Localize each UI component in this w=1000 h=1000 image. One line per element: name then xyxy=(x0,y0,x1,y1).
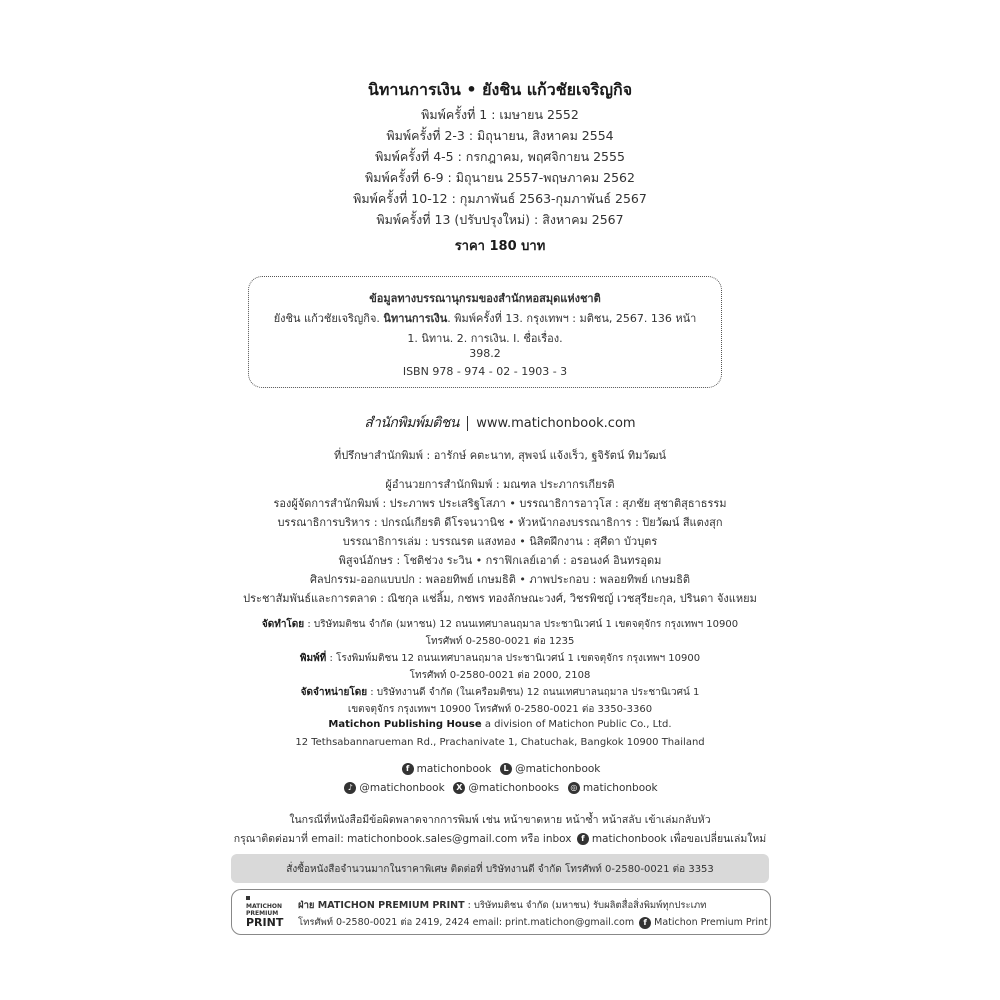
staff-line: ศิลปกรรม-ออกแบบปก : พลอยทิพย์ เกษมธิติ • ภาพประกอบ : พลอยทิพย์ เกษมธิติ xyxy=(309,573,691,586)
tiktok-icon: ♪ xyxy=(344,782,356,794)
cip-citation: ยังชิน แก้วชัยเจริญกิจ. นิทานการเงิน. พิมพ์ครั้งที่ 13. กรุงเทพฯ : มติชน, 2567. 136 หน้า xyxy=(273,312,697,325)
printed-at-phone: โทรศัพท์ 0-2580-0021 ต่อ 2000, 2108 xyxy=(409,670,591,681)
book-title: นิทานการเงิน • ยังชิน แก้วชัยเจริญกิจ xyxy=(367,80,633,99)
staff-line: รองผู้จัดการสำนักพิมพ์ : ประภาพร ประเสริฐโสภา • บรรณาธิการอาวุโส : สุภชัย สุชาติสุธาธรรม xyxy=(273,497,727,510)
publisher-row xyxy=(0,412,1000,434)
x-icon: X xyxy=(453,782,465,794)
edition-line: พิมพ์ครั้งที่ 1 : เมษายน 2552 xyxy=(421,107,579,122)
cip-subjects: 1. นิทาน. 2. การเงิน. I. ชื่อเรื่อง. xyxy=(407,332,563,345)
defect-contact: กรุณาติดต่อมาที่ email: matichonbook.sales@gmail.com หรือ inbox f matichonbook เพื่อขอเปลี่ยนเล่มใหม่ xyxy=(233,833,767,845)
staff-line: ผู้อำนวยการสำนักพิมพ์ : มณฑล ประภากรเกียรติ xyxy=(385,478,615,491)
line-handle[interactable]: @matichonbook xyxy=(515,763,601,775)
defect-notice: ในกรณีที่หนังสือมีข้อผิดพลาดจากการพิมพ์ เช่น หน้าขาดหาย หน้าซ้ำ หน้าสลับ เข้าเล่มกลับหัว xyxy=(289,814,711,826)
bulk-order-bar xyxy=(231,854,769,883)
line-icon: L xyxy=(500,763,512,775)
produced-by: จัดทำโดย : บริษัทมติชน จำกัด (มหาชน) 12 ถนนเทศบาลนฤมาล ประชานิเวศน์ 1 เขตจตุจักร กรุงเทพฯ 10900 xyxy=(261,619,739,630)
divider xyxy=(467,416,468,431)
advisors: ที่ปรึกษาสำนักพิมพ์ : อารักษ์ คตะนาท, สุพจน์ แจ้งเร็ว, ฐจิรัตน์ ทิมวัฒน์ xyxy=(333,449,667,462)
distributed-by-phone: เขตจตุจักร กรุงเทพฯ 10900 โทรศัพท์ 0-2580-0021 ต่อ 3350-3360 xyxy=(347,704,653,715)
edition-line: พิมพ์ครั้งที่ 10-12 : กุมภาพันธ์ 2563-กุมภาพันธ์ 2567 xyxy=(353,191,647,206)
facebook-handle[interactable]: matichonbook xyxy=(416,763,492,775)
distributed-by: จัดจำหน่ายโดย : บริษัทงานดี จำกัด (ในเครือมติชน) 12 ถนนเทศบาลนฤมาล ประชานิเวศน์ 1 xyxy=(300,687,700,698)
facebook-icon: f xyxy=(402,763,414,775)
facebook-icon: f xyxy=(639,917,651,929)
edition-line: พิมพ์ครั้งที่ 13 (ปรับปรุงใหม่) : สิงหาคม 2567 xyxy=(376,212,624,227)
premium-print-box xyxy=(231,889,771,935)
facebook-icon: f xyxy=(577,833,589,845)
staff-line: ประชาสัมพันธ์และการตลาด : ณิชกุล แช่ลิ้ม, กชพร ทองลักษณะวงศ์, วิชรพิชญ์ เวชสุรียะกุล, ปรินดา จังแหยม xyxy=(243,592,757,605)
produced-by-phone: โทรศัพท์ 0-2580-0021 ต่อ 1235 xyxy=(425,636,575,647)
facebook-inbox[interactable]: matichonbook xyxy=(591,833,667,845)
premium-print-line-2: โทรศัพท์ 0-2580-0021 ต่อ 2419, 2424 email: print.matichon@gmail.com f Matichon Premium Print xyxy=(298,917,768,928)
tiktok-handle[interactable]: @matichonbook xyxy=(359,782,445,794)
premium-print-facebook[interactable]: Matichon Premium Print xyxy=(654,917,768,928)
publisher-logo: สำนักพิมพ์มติชน xyxy=(364,415,459,431)
staff-line: บรรณาธิการเล่ม : บรรณรต แสงทอง • นิสิตฝึกงาน : สุศีดา บัวบุตร xyxy=(342,535,658,548)
cip-box xyxy=(248,276,722,388)
cip-classification: 398.2 xyxy=(469,347,501,360)
premium-print-line-1: ฝ่าย MATICHON PREMIUM PRINT : บริษัทมติชน จำกัด (มหาชน) รับผลิตสื่อสิ่งพิมพ์ทุกประเภท xyxy=(298,900,707,911)
edition-line: พิมพ์ครั้งที่ 4-5 : กรกฎาคม, พฤศจิกายน 2555 xyxy=(375,149,625,164)
social-row-2 xyxy=(0,782,1000,794)
staff-line: พิสูจน์อักษร : โชติช่วง ระวิน • กราฟิกเลย์เอาต์ : อรอนงค์ อินทรอุดม xyxy=(338,554,662,567)
bulk-order-text: สั่งซื้อหนังสือจำนวนมากในราคาพิเศษ ติดต่อที่ บริษัทงานดี จำกัด โทรศัพท์ 0-2580-0021 ต่อ 3353 xyxy=(286,864,714,875)
x-handle[interactable]: @matichonbooks xyxy=(468,782,560,794)
edition-line: พิมพ์ครั้งที่ 6-9 : มิถุนายน 2557-พฤษภาคม 2562 xyxy=(365,170,635,185)
english-publisher: Matichon Publishing House a division of Matichon Public Co., Ltd. xyxy=(328,719,672,730)
premium-print-logo: MATICHON PREMIUM PRINT xyxy=(246,896,282,929)
publisher-website[interactable]: www.matichonbook.com xyxy=(476,416,636,431)
social-row-1 xyxy=(0,763,1000,775)
instagram-icon: ◎ xyxy=(568,782,580,794)
cip-isbn: ISBN 978 - 974 - 02 - 1903 - 3 xyxy=(402,365,568,378)
english-address: 12 Tethsabannarueman Rd., Prachanivate 1, Chatuchak, Bangkok 10900 Thailand xyxy=(295,737,705,748)
edition-line: พิมพ์ครั้งที่ 2-3 : มิถุนายน, สิงหาคม 2554 xyxy=(386,128,614,143)
staff-line: บรรณาธิการบริหาร : ปกรณ์เกียรติ ดีโรจนวานิช • หัวหน้ากองบรรณาธิการ : ปิยวัฒน์ สีแตงสุก xyxy=(277,516,723,529)
cip-title: ข้อมูลทางบรรณานุกรมของสำนักหอสมุดแห่งชาติ xyxy=(369,292,601,305)
instagram-handle[interactable]: matichonbook xyxy=(582,782,658,794)
price: ราคา 180 บาท xyxy=(454,239,546,254)
printed-at: พิมพ์ที่ : โรงพิมพ์มติชน 12 ถนนเทศบาลนฤมาล ประชานิเวศน์ 1 เขตจตุจักร กรุงเทพฯ 10900 xyxy=(299,653,701,664)
